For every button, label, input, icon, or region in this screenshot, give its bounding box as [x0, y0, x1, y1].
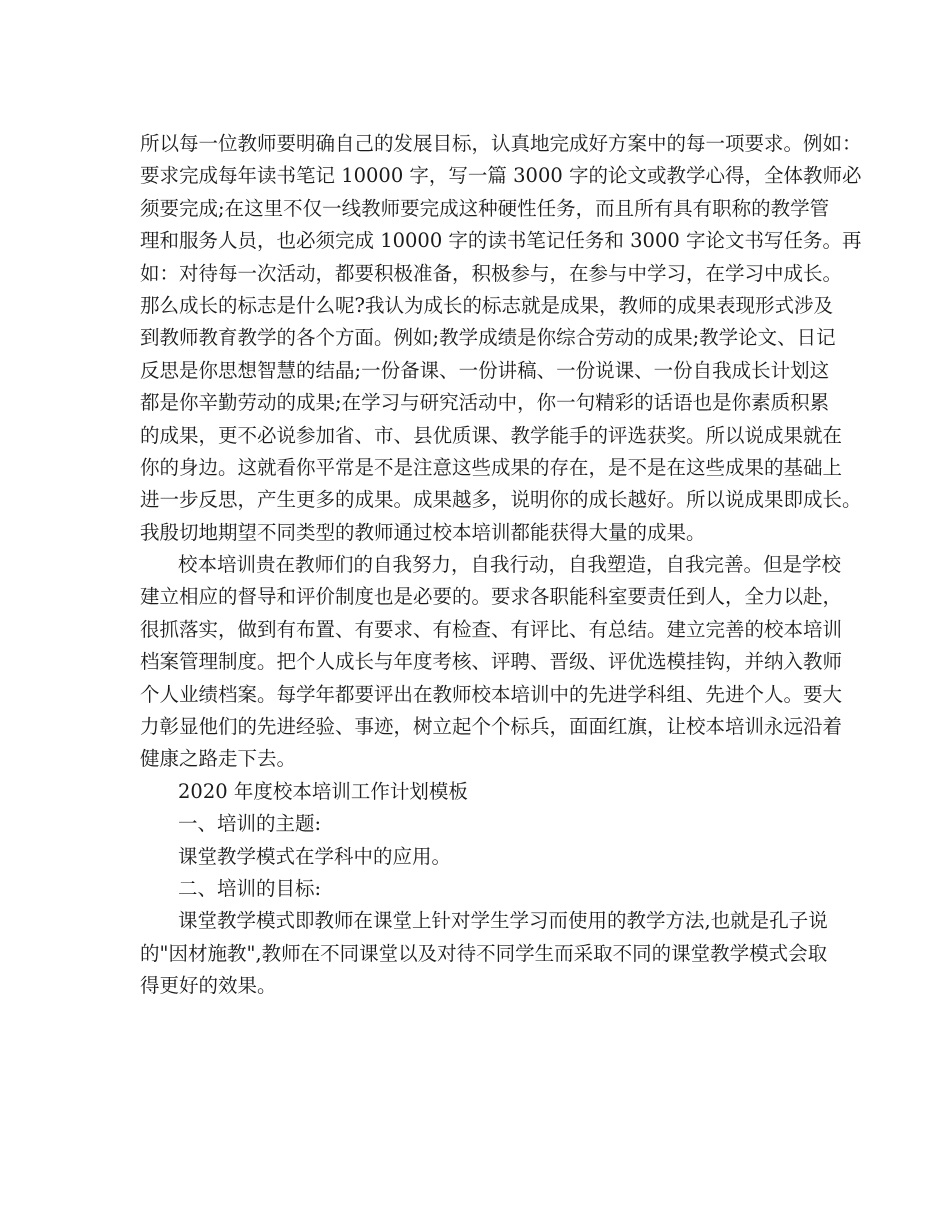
text-line: 一、培训的主题:: [178, 812, 322, 836]
text-line: 进一步反思，产生更多的成果。成果越多，说明你的成长越好。所以说成果即成长。: [140, 488, 862, 512]
text-line: 的"因材施教",教师在不同课堂以及对待不同学生而采取不同的课堂教学模式会取: [140, 941, 828, 965]
text-line: 课堂教学模式在学科中的应用。: [178, 844, 452, 868]
text-line: 2020 年度校本培训工作计划模板: [178, 779, 468, 803]
text-line: 那么成长的标志是什么呢?我认为成长的标志就是成果，教师的成果表现形式涉及: [140, 293, 833, 317]
text-line: 校本培训贵在教师们的自我努力，自我行动，自我塑造，自我完善。但是学校: [178, 553, 842, 577]
text-line: 档案管理制度。把个人成长与年度考核、评聘、晋级、评优选模挂钩，并纳入教师: [140, 650, 843, 674]
text-line: 所以每一位教师要明确自己的发展目标，认真地完成好方案中的每一项要求。例如：: [140, 132, 862, 155]
document-body: [140, 128, 862, 1003]
text-line: 都是你辛勤劳动的成果;在学习与研究活动中，你一句精彩的话语也是你素质积累: [140, 391, 830, 415]
text-line: 课堂教学模式即教师在课堂上针对学生学习而使用的教学方法,也就是孔子说: [178, 909, 828, 933]
text-line: 健康之路走下去。: [140, 747, 297, 771]
text-line: 须要完成;在这里不仅一线教师要完成这种硬性任务，而且所有具有职称的教学管: [140, 196, 830, 220]
text-line: 要求完成每年读书笔记 10000 字，写一篇 3000 字的论文或教学心得，全体教师必: [140, 164, 862, 188]
text-line: 我殷切地期望不同类型的教师通过校本培训都能获得大量的成果。: [140, 520, 706, 544]
text-line: 很抓落实，做到有布置、有要求、有检查、有评比、有总结。建立完善的校本培训: [140, 617, 843, 641]
text-line: 反思是你思想智慧的结晶;一份备课、一份讲稿、一份说课、一份自我成长计划这: [140, 358, 830, 382]
text-line: 得更好的效果。: [140, 974, 277, 998]
text-line: 建立相应的督导和评价制度也是必要的。要求各职能科室要责任到人，全力以赴，: [140, 585, 843, 609]
text-line: 力彰显他们的先进经验、事迹，树立起个个标兵，面面红旗，让校本培训永远沿着: [140, 715, 843, 739]
text-line: 到教师教育教学的各个方面。例如;教学成绩是你综合劳动的成果;教学论文、日记: [140, 326, 836, 350]
text-line: 如：对待每一次活动，都要积极准备，积极参与，在参与中学习，在学习中成长。: [140, 261, 843, 285]
text-line: 的成果，更不必说参加省、市、县优质课、教学能手的评选获奖。所以说成果就在: [140, 423, 843, 447]
text-line: 个人业绩档案。每学年都要评出在教师校本培训中的先进学科组、先进个人。要大: [140, 682, 843, 706]
text-line: 你的身边。这就看你平常是不是注意这些成果的存在，是不是在这些成果的基础上: [140, 455, 843, 479]
text-line: 理和服务人员，也必须完成 10000 字的读书笔记任务和 3000 字论文书写任务。再: [140, 229, 862, 253]
text-line: 二、培训的目标:: [178, 876, 322, 900]
